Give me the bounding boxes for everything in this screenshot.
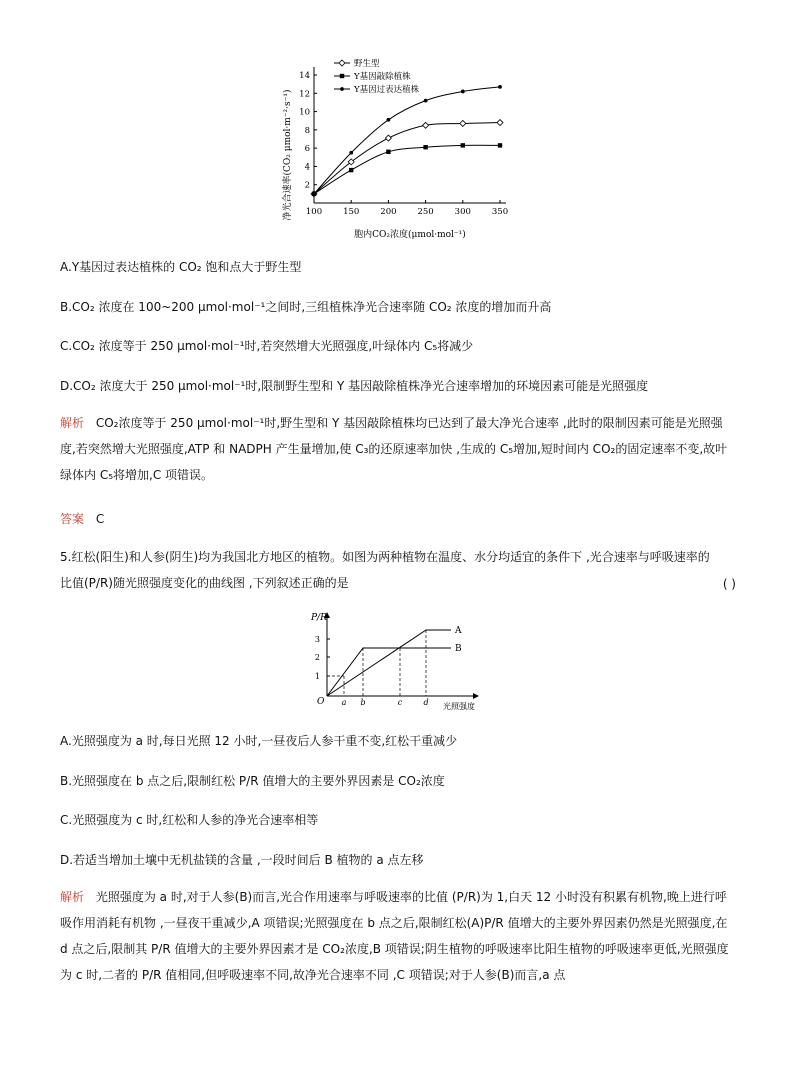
co2-photosynthesis-chart: [270, 55, 520, 245]
chart1-point-square: [498, 143, 502, 147]
q4-analysis: [60, 410, 736, 488]
chart1-point-diamond: [497, 120, 503, 126]
chart1-point-dot: [498, 85, 502, 89]
q5-option-c: C.光照强度为 c 时,红松和人参的净光合速率相等: [60, 813, 319, 827]
chart1-y-tick-label: 8: [304, 125, 310, 136]
chart1-legend-marker: [340, 87, 344, 91]
chart1-y-tick-label: 6: [304, 144, 310, 155]
chart1-series-line-0: [314, 123, 500, 194]
chart1-legend-label: Y基因过表达植株: [354, 85, 420, 95]
chart2-curve-a-label: A: [455, 626, 462, 636]
q5-option-b: B.光照强度在 b 点之后,限制红松 P/R 值增大的主要外界因素是 CO₂浓度: [60, 774, 445, 788]
chart1-point-dot: [461, 90, 465, 94]
q4-option-d: D.CO₂ 浓度大于 250 μmol·mol⁻¹时,限制野生型和 Y 基因敲除植株净光合速率增加的环境因素可能是光照强度: [60, 379, 649, 393]
chart2-y-tick-2: 2: [314, 653, 320, 662]
answer-value: C: [95, 512, 105, 526]
light-pr-chart: [305, 608, 505, 713]
q5-option-d: D.若适当增加土壤中无机盐镁的含量 ,一段时间后 B 植物的 a 点左移: [60, 853, 424, 867]
chart1-legend: [334, 58, 420, 95]
chart2-y-tick-3: 3: [314, 635, 320, 644]
q4-answer: [60, 511, 104, 527]
q5-stem: [60, 544, 710, 596]
q5-analysis-label: 解析: [60, 890, 85, 904]
chart1-point-square: [423, 145, 427, 149]
chart1-legend-marker: [339, 60, 345, 66]
chart1-x-tick-label: 350: [491, 207, 509, 217]
chart1-legend-label: Y基因敲除植株: [354, 72, 411, 82]
q4-option-c: C.CO₂ 浓度等于 250 μmol·mol⁻¹时,若突然增大光照强度,叶绿体内 C₅将减少: [60, 339, 474, 353]
chart1-legend-label: 野生型: [354, 59, 380, 69]
chart2-origin-label: O: [317, 697, 325, 707]
chart1-x-tick-label: 100: [305, 207, 323, 217]
chart1-y-tick-label: 14: [299, 71, 310, 81]
q5-answer-paren: ( ): [722, 577, 736, 591]
chart1-y-axis-label: 净光合速率(CO₂ μmol·m⁻²·s⁻¹): [283, 89, 293, 221]
chart2-y-tick-1: 1: [314, 672, 320, 681]
q5-analysis-text: 光照强度为 a 时,对于人参(B)而言,光合作用速率与呼吸速率的比值 (P/R)为 1,白天 12 小时没有积累有机物,晚上进行呼吸作用消耗有机物 ,一昼夜干重减少,A 项错误;光照强度在 b 点之后,限制红松(A)P/R 值增大的主要外界因素仍然是光照强度,在 d 点之后,限制其 P/R 值增大的主要外界因素才是 CO₂浓度,B 项错误;阴生植物的呼吸速率比阳生植物的呼吸速率更低,光照强度为 c 时,二者的 P/R 值相同,但呼吸速率不同,故净光合速率不同 ,C 项错误;对于人参(B)而言,a 点: [60, 890, 729, 982]
chart1-point-square: [461, 143, 465, 147]
chart1-y-tick-label: 2: [304, 180, 310, 191]
chart2-x-tick-c: c: [397, 698, 403, 707]
chart1-point-square: [349, 168, 353, 172]
chart1-x-tick-label: 150: [343, 207, 360, 217]
chart2-x-tick-d: d: [423, 698, 429, 707]
q5-analysis: [60, 884, 736, 988]
q4-option-b: B.CO₂ 浓度在 100~200 μmol·mol⁻¹之间时,三组植株净光合速率随 CO₂ 浓度的增加而升高: [60, 300, 552, 314]
chart1-x-tick-label: 200: [380, 207, 397, 217]
chart1-y-tick-label: 12: [299, 89, 310, 100]
chart1-point-square: [386, 150, 390, 154]
chart1-point-diamond: [460, 120, 466, 126]
chart1-point-dot: [312, 192, 316, 196]
chart1-point-dot: [387, 118, 391, 122]
chart2-x-axis-label: 光照强度: [443, 702, 475, 711]
chart2-y-axis-label: P/R: [311, 613, 327, 623]
q4-option-a: A.Y基因过表达植株的 CO₂ 饱和点大于野生型: [60, 260, 302, 274]
chart2-curve-b-label: B: [455, 644, 462, 654]
chart1-series-line-2: [314, 87, 500, 194]
chart1-point-dot: [424, 99, 428, 103]
chart1-point-dot: [349, 151, 353, 155]
chart1-x-tick-label: 300: [454, 207, 471, 217]
chart1-point-diamond: [423, 122, 429, 128]
chart2-x-tick-b: b: [360, 698, 366, 707]
chart1-x-axis-label: 胞内CO₂浓度(μmol·mol⁻¹): [354, 230, 466, 240]
chart1-series: [311, 85, 503, 197]
q5-stem-text: 5.红松(阳生)和人参(阴生)均为我国北方地区的植物。如图为两种植物在温度、水分均适宜的条件下 ,光合速率与呼吸速率的比值(P/R)随光照强度变化的曲线图 ,下列叙述正确的是: [60, 550, 710, 590]
chart1-x-tick-label: 250: [417, 207, 434, 217]
chart1-y-tick-label: 10: [299, 107, 310, 118]
chart2-curve-a: [327, 630, 451, 696]
analysis-label: 解析: [60, 416, 85, 430]
chart1-point-diamond: [385, 135, 391, 141]
answer-label: 答案: [60, 512, 85, 526]
analysis-text: CO₂浓度等于 250 μmol·mol⁻¹时,野生型和 Y 基因敲除植株均已达到了最大净光合速率 ,此时的限制因素可能是光照强度,若突然增大光照强度,ATP 和 NADPH 产生量增加,使 C₃的还原速率加快 ,生成的 C₅增加,短时间内 CO₂的固定速率不变,故叶绿体内 C₅将增加,C 项错误。: [60, 416, 728, 482]
chart1-y-tick-label: 4: [304, 162, 310, 173]
chart1-legend-marker: [340, 74, 344, 78]
chart2-x-tick-a: a: [341, 698, 347, 707]
q5-option-a: A.光照强度为 a 时,每日光照 12 小时,一昼夜后人参干重不变,红松干重减少: [60, 734, 458, 748]
